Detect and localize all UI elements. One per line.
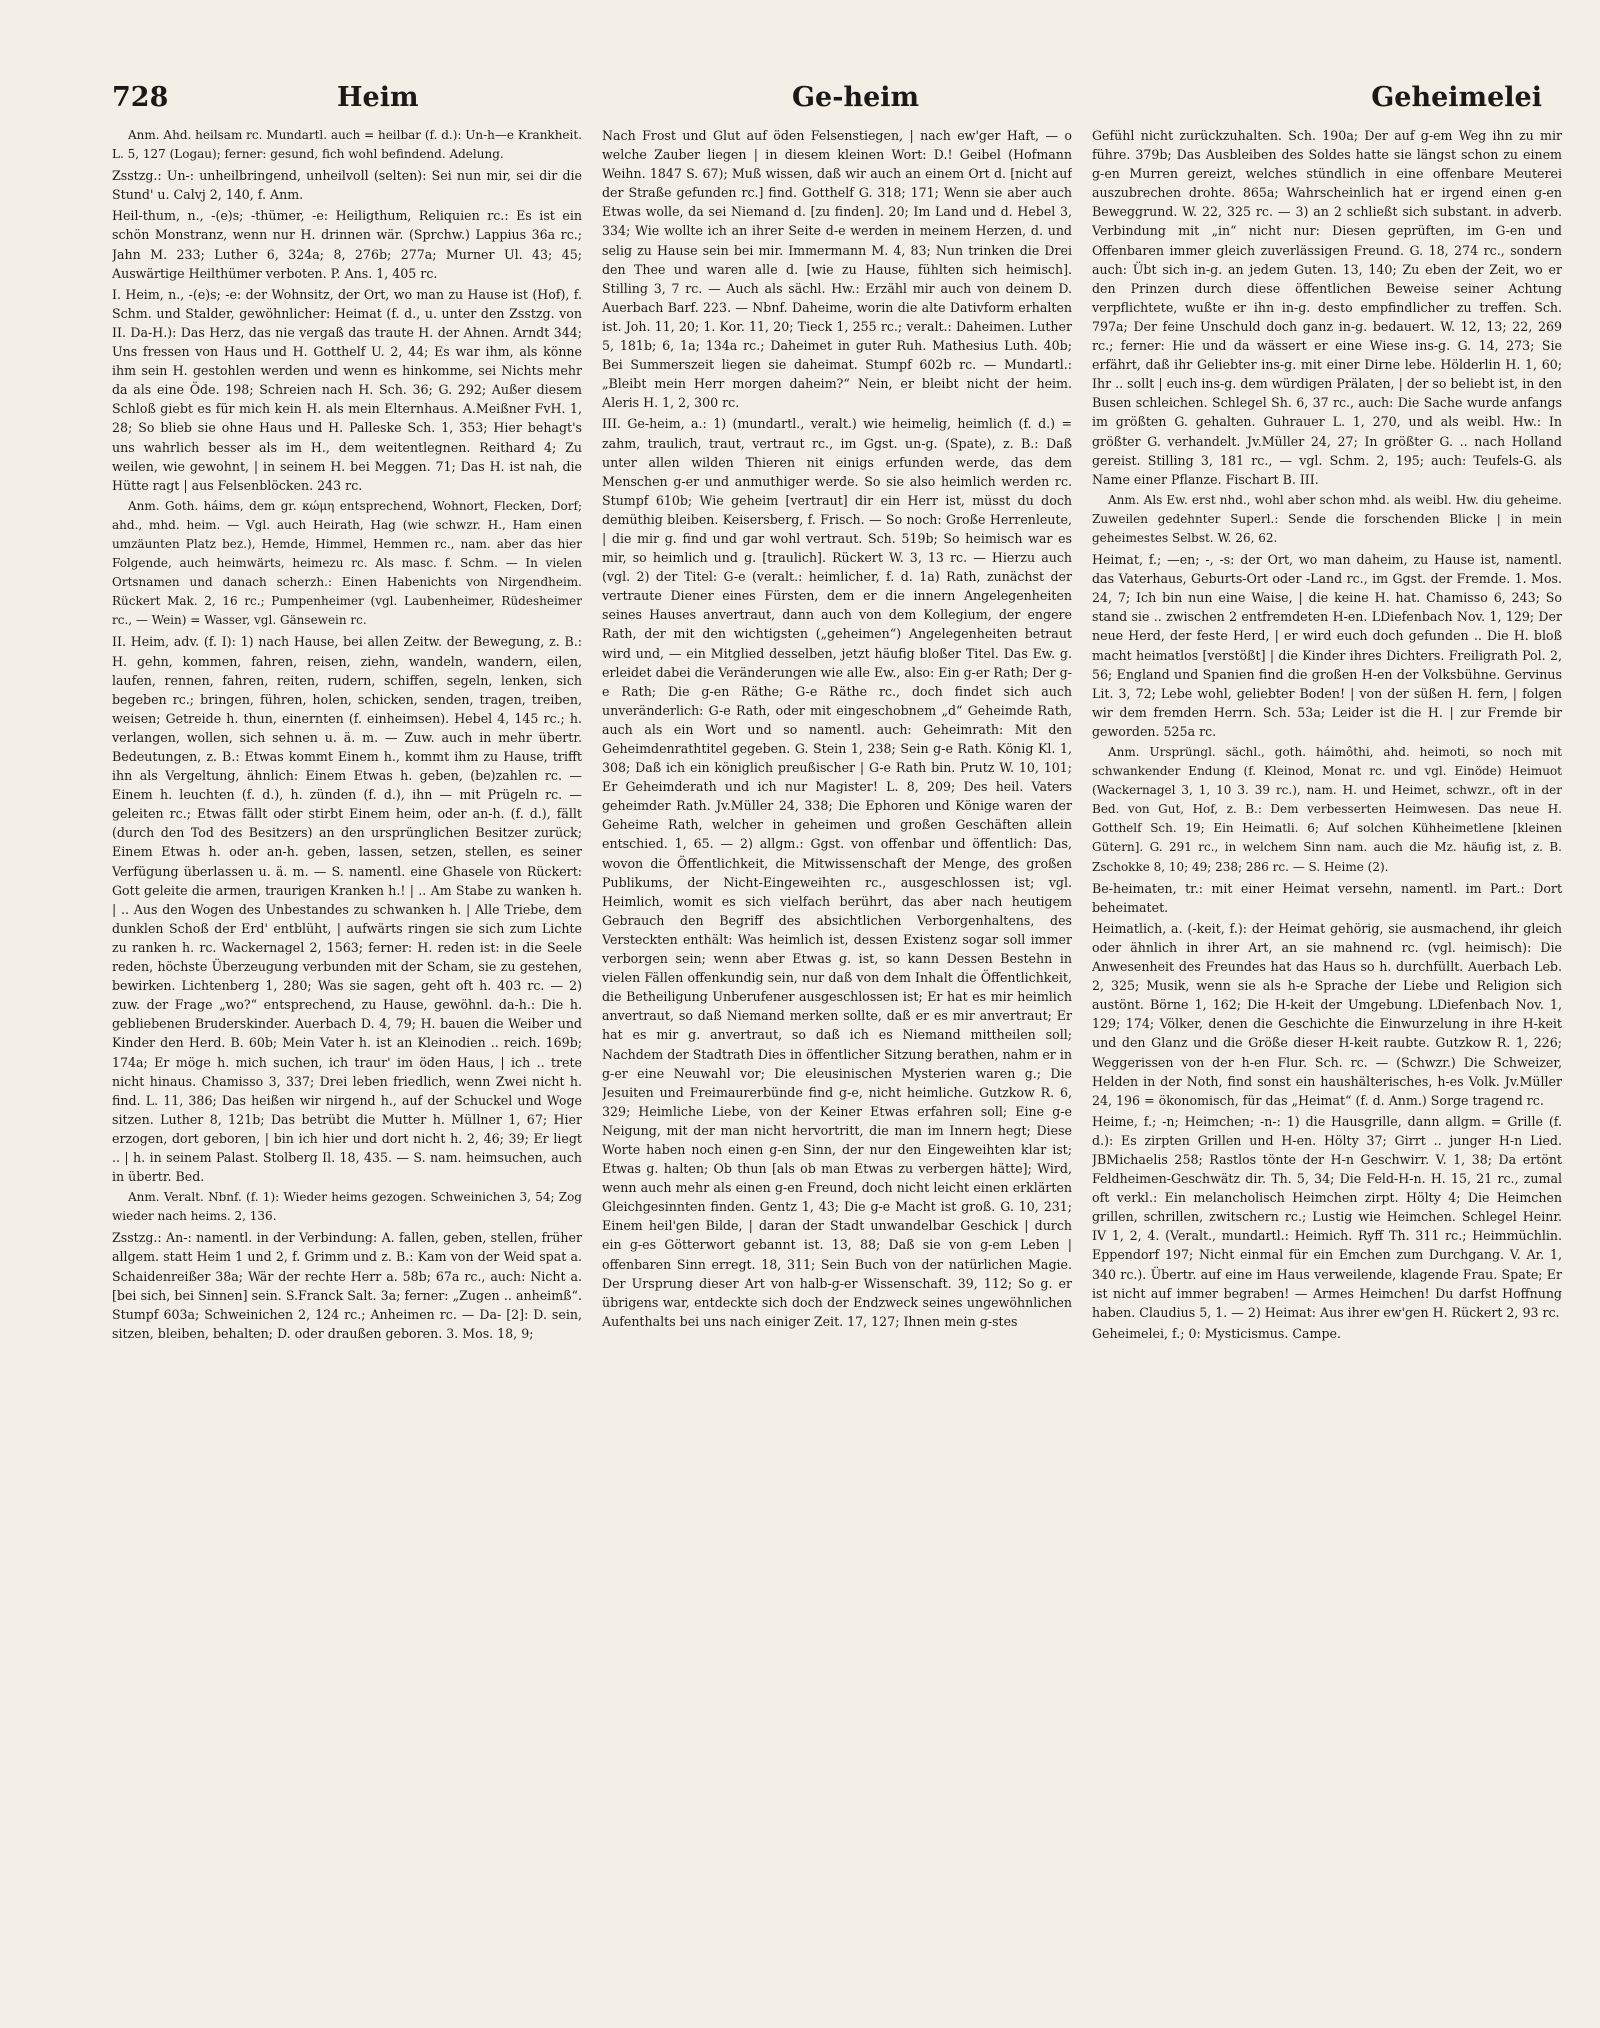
header-right-guide-word: Geheimelei [1371,82,1542,113]
column-2 [602,126,1072,1998]
paragraph: Geheimelei, f.; 0: Mysticismus. Campe. [1092,1325,1341,1341]
paragraph: Zsstzg.: Un-: unheilbringend, unheilvoll (selten): Sei nun mir, sei dir die Stund' u. Calvj 2, 140, f. Anm. [112,168,582,203]
page-header [112,82,1562,122]
column-3 [1092,126,1562,1998]
header-center-guide-word: Ge-heim [792,82,920,113]
paragraph: Zsstzg.: An-: namentl. in der Verbindung: A. fallen, geben, stellen, früher allgem. statt Heim 1 und 2, f. Grimm und z. B.: Kam von der Weid spat a. Schaidenreißer 38a; Wär der rechte Herr a. 58b; 67a rc., auch: Nicht a. [bei sich, bei Sinnen] sein. S.Franck Salt. 3a; ferner: „Zugen .. anheimß“. Stumpf 603a; Schweinichen 2, 124 rc.; Anheimen rc. — Da- [2]: D. sein, sitzen, bleiben, behalten; D. oder draußen geboren. 3. Mos. 18, 9; [112,1230,582,1341]
paragraph: II. Heim, adv. (f. I): 1) nach Hause, bei allen Zeitw. der Bewegung, z. B.: H. gehn, kommen, fahren, reisen, ziehn, wandeln, wandern, eilen, laufen, rennen, fahren, reiten, rudern, schiffen, segeln, lenken, sich begeben rc.; bringen, führen, holen, schicken, senden, tragen, treiben, weisen; Getreide h. thun, einernten (f. einheimsen). Hebel 4, 145 rc.; h. verlangen, wollen, sich sehnen u. ä. m. — Zuw. auch in mehr übertr. Bedeutungen, z. B.: Etwas kommt Einem h., kommt ihm zu Hause, trifft ihn als Vergeltung, ähnlich: Einem Etwas h. geben, (be)zahlen rc. — Einem h. leuchten (f. d.), h. zünden (f. d.), ihn — mit Prügeln rc. — geleiten rc.; Etwas fällt oder stirbt Einem heim, oder an-h. (f. d.), fällt (durch den Tod des Besitzers) an den ursprünglichen Besitzer zurück; Einem Etwas h. oder an-h. geben, lassen, setzen, stellen, es seiner Verfügung überlassen u. ä. m. — S. namentl. eine Ghasele von Rückert: Gott geleite die armen, traurigen Kranken h.! | .. Am Stabe zu wanken h. | .. Aus den Wogen des Unbestandes zu schwanken h. | Alle Triebe, dem dunklen Schoß der Erd' entblüht, | aufwärts ringen sie sich zum Lichte zu ranken h. rc. Wackernagel 2, 1563; ferner: H. reden ist: in die Seele reden, höchste Überzeugung verbunden mit der Scham, sie zu gestehen, bewirken. Lichtenberg 1, 280; Was sie sagen, geht oft h. 403 rc. — 2) zuw. der Frage „wo?“ entsprechend, zu Hause, gewöhnl. da-h.: Die h. gebliebenen Bruderskinder. Auerbach D. 4, 79; H. bauen die Weiber und Kinder den Herd. B. 60b; Mein Vater h. ist an Kleinodien .. reich. 169b; 174a; Er möge h. mich suchen, ich traur' im öden Haus, | ich .. trete nicht hinaus. Chamisso 3, 337; Drei leben friedlich, wenn Zwei nicht h. find. L. 11, 386; Das heißen wir nirgend h., auf der Schuckel und Woge sitzen. Luther 8, 121b; Das betrübt die Mutter h. Müllner 1, 67; Hier erzogen, dort geboren, | bin ich hier und dort nicht h. 2, 46; 39; Er liegt .. | h. in seinem Palast. Stolberg Il. 18, 435. — S. nam. heimsuchen, auch in übertr. Bed. [112,634,582,1185]
column-1 [112,126,582,1998]
page-number: 728 [112,82,169,113]
paragraph: Heimat, f.; —en; -, -s: der Ort, wo man daheim, zu Hause ist, namentl. das Vaterhaus, Geburts-Ort oder -Land rc., im Ggst. der Fremde. 1. Mos. 24, 7; Ich bin nun eine Waise, | die keine H. hat. Chamisso 6, 243; So stand sie .. zwischen 2 entfremdeten H-en. LDiefenbach Nov. 1, 129; Der neue Herd, der feste Herd, | er wird euch doch gefunden .. Die H. bloß macht heimatlos [verstößt] | die Kinder ihres Dichters. Freiligrath Pol. 2, 56; England und Spanien find die großen H-en der Volksbühne. Gervinus Lit. 3, 72; Lebe wohl, geliebter Boden! | von der süßen H. fern, | folgen wir dem fremden Herrn. Sch. 53a; Leider ist die H. | zur Fremde bir geworden. 525a rc. [1092,552,1562,739]
paragraph: Heimatlich, a. (-keit, f.): der Heimat gehörig, sie ausmachend, ihr gleich oder ähnlich in ihrer Art, an sie mahnend rc. (vgl. heimisch): Die Anwesenheit des Freundes hat das Haus so h. durchfüllt. Auerbach Leb. 2, 325; Musik, wenn sie als h-e Sprache der Liebe und Religion sich austönt. Börne 1, 162; Die H-keit der Umgebung. LDiefenbach Nov. 1, 129; 174; Völker, denen die Geschichte die Einwurzelung in ihre H-keit und den Glanz und die Größe dieser H-keit raubte. Gutzkow R. 1, 226; Weggerissen von der h-en Flur. Sch. rc. — (Schwzr.) Die Schweizer, Helden in der Noth, find sonst ein haushälterisches, h-es Volk. Jv.Müller 24, 196 = ökonomisch, für das „Heimat“ (f. d. Anm.) Sorge tragend rc. [1092,920,1562,1108]
paragraph: Heil-thum, n., -(e)s; -thümer, -e: Heiligthum, Reliquien rc.: Es ist ein schön Monstranz, wenn nur H. drinnen wär. (Sprchw.) Lappius 36a rc.; Jahn M. 233; Luther 6, 324a; 8, 276b; 277a; Murner Ul. 43; 45; Auswärtige Heilthümer verboten. P. Ans. 1, 405 rc. [112,208,582,281]
paragraph: Anm. Als Ew. erst nhd., wohl aber schon mhd. als weibl. Hw. diu geheime. Zuweilen gedehnter Superl.: Sende die forschenden Blicke | in mein geheimestes Selbst. W. 26, 62. [1092,492,1562,545]
paragraph: Heime, f.; -n; Heimchen; -n-: 1) die Hausgrille, dann allgm. = Grille (f. d.): Es zirpten Grillen und H-en. Hölty 37; Girrt .. junger H-n Lied. JBMichaelis 258; Rastlos tönte der H-n Geschwirr. V. 1, 38; Da ertönt Feldheimen-Geschwätz dir. Th. 5, 34; Die Feld-H-n. H. 15, 21 rc., zumal oft verkl.: Ein melancholisch Heimchen zirpt. Hölty 4; Die Heimchen grillen, schrillen, zwitschern rc.; Lustig wie Heimchen. Schlegel Heinr. IV 1, 2, 4. (Veralt., mundartl.: Heimich. Ryff Th. 311 rc.; Heimmüchlin. Eppendorf 197; Nicht einmal für ein Emchen zum Durchgang. V. Ar. 1, 340 rc.). Übertr. auf eine im Haus verweilende, klagende Frau. Spate; Er ist nicht auf immer begraben! — Armes Heimchen! Du darfst Hoffnung haben. Claudius 5, 1. — 2) Heimat: Aus ihrer ew'gen H. Rückert 2, 93 rc. [1092,1113,1562,1320]
text-columns [112,126,1562,1998]
paragraph: I. Heim, n., -(e)s; -e: der Wohnsitz, der Ort, wo man zu Hause ist (Hof), f. Schm. und Stalder, gewöhnlicher: Heimat (f. d., u. unter den Zsstzg. von II. Da-H.): Das Herz, das nie vergaß das traute H. der Ahnen. Arndt 344; Uns fressen von Haus und H. Gotthelf U. 2, 44; Es war ihm, als könne ihm sein H. gestohlen werden und wenn es hinkomme, sei Nichts mehr da als eine Öde. 198; Schreien nach H. Sch. 36; G. 292; Außer diesem Schloß giebt es für mich kein H. als mein Elternhaus. A.Meißner FvH. 1, 28; So blieb sie ohne Haus und H. Palleske Sch. 1, 353; Hier behagt's uns wahrlich besser als im H., dem weitentlegnen. Reithard 4; Zu weilen, wie gewohnt, | in seinem H. bei Meggen. 71; Das H. ist nah, die Hütte ragt | aus Felsenblöcken. 243 rc. [112,286,582,493]
paragraph: III. Ge-heim, a.: 1) (mundartl., veralt.) wie heimelig, heimlich (f. d.) = zahm, traulich, traut, vertraut rc., im Ggst. un-g. (Spate), z. B.: Daß unter allen wilden Thieren nit einigs erfunden werde, das dem Menschen g-er und anmuthiger werde. So sie also heimlich werden rc. Stumpf 610b; Wie geheim [vertraut] dir ein Herr ist, müsst du doch demüthig bleiben. Keisersberg, f. Frisch. — So noch: Große Herrenleute, | die mir g. find und gar wohl vertraut. Sch. 519b; So heimisch war es mir, so heimlich und g. [traulich]. Rückert W. 3, 13 rc. — Hierzu auch (vgl. 2) der Titel: G-e (veralt.: heimlicher, f. d. 1a) Rath, zunächst der vertraute Diener eines Fürsten, dem er die innern Angelegenheiten seines Hauses anvertraut, dann auch von dem Kollegium, der engere Rath, der mit den wichtigsten („geheimen“) Angelegenheiten betraut wird und, — ein Mitglied desselben, jetzt häufig bloßer Titel. Das Ew. g. erleidet dabei die Veränderungen wie alle Ew., also: Ein g-er Rath; Der g-e Rath; Die g-en Räthe; G-e Räthe rc., doch findet sich auch unveränderlich: G-e Rath, oder mit eingeschobnem „d“ Geheimde Rath, auch als ein Wort und so namentl. auch: Geheimrath: Mit den Geheimdenrathtitel gegeben. G. Stein 1, 238; Sein g-e Rath. König Kl. 1, 308; Daß ich ein königlich preußischer | G-e Rath bin. Prutz W. 10, 101; Er Geheimderath und ich nur Magister! L. 8, 209; Des heil. Vaters geheimder Rath. Jv.Müller 24, 338; Die Ephoren und Könige waren der Geheime Rath, welcher in geheimen und großen Geschäften allein entschied. 1, 65. — 2) allgm.: Ggst. von offenbar und öffentlich: Das, wovon die Öffentlichkeit, die Mitwissenschaft der Menge, des großen Publikums, der Nicht-Eingeweihten rc., ausgeschlossen ist; vgl. Heimlich, womit es sich vielfach berührt, das aber nach heutigem Gebrauch den Begriff des absichtlichen Verborgenhaltens, des Versteckten enthält: Was heimlich ist, dessen Existenz sogar soll immer verborgen sein; wenn aber Etwas g. ist, so kann Dessen Bestehn in vielen Fällen offenkundig sein, nur daß von dem Inhalt die Öffentlichkeit, die Betheiligung Unberufener ausgeschlossen ist; Er hat es mir heimlich anvertraut, so daß Niemand merken sollte, daß er es mir anvertraut; Er hat es mir g. anvertraut, so daß ich es Niemand mittheilen soll; Nachdem der Stadtrath Dies in öffentlicher Sitzung berathen, nahm er in g-er eine Neuwahl vor; Die eleusinischen Mysterien waren g.; Die Jesuiten und Freimaurerbünde find g-e, nicht heimliche. Gutzkow R. 6, 329; Heimliche Liebe, von der Keiner Etwas erfahren soll; Eine g-e Neigung, mit der man nicht hervortritt, die man im Innern hegt; Diese Worte haben noch einen g-en Sinn, der nur den Eingeweihten klar ist; Etwas g. halten; Ob thun [als ob man Etwas zu verbergen hätte]; Wird, wenn auch mehr als einen g-en Freund, doch nicht leicht einen erklärten Gleichgesinnten finden. Gentz 1, 43; Die g-e Macht ist groß. G. 10, 231; Einem heil'gen Bilde, | daran der Stadt unwandelbar Geschick | durch ein g-es Götterwort gebannt ist. 13, 88; Daß sie von g-em Leben | offenbaren Sinn erregt. 18, 311; Sein Buch von der natürlichen Magie. Der Ursprung dieser Art von halb-g-er Wissenschaft. 39, 112; So g. er übrigens war, entdeckte sich doch der Endzweck seines ungewöhnlichen Aufenthalts bei uns nach einiger Zeit. 17, 127; Ihnen mein g-stes [602,416,1072,1329]
paragraph: Gefühl nicht zurückzuhalten. Sch. 190a; Der auf g-em Weg ihn zu mir führe. 379b; Das Ausbleiben des Soldes hatte sie längst schon zu einem g-en Murren gereizt, welches stündlich in eine offenbare Meuterei auszubrechen drohte. 865a; Wahrscheinlich hat er irgend einen g-en Beweggrund. W. 22, 325 rc. — 3) an 2 schließt sich substant. in adverb. Verbindung mit „in“ nicht nur: Diesen geprüften, im G-en und Offenbaren immer gleich zuverlässigen Freund. G. 18, 274 rc., sondern auch: Übt sich in-g. an jedem Guten. 13, 140; Zu eben der Zeit, wo er den Prinzen durch diese öffentlichen Beweise seiner Achtung verpflichtete, wußte er ihn in-g. desto empfindlicher zu treffen. Sch. 797a; Der feine Unschuld doch ganz in-g. bedauert. W. 12, 13; 22, 269 rc.; ferner: Hie und da wässert er eine Wiese ins-g. G. 14, 273; Sie erfährt, daß ihr Geliebter ins-g. mit einer Dirne lebe. Hölderlin H. 1, 60; Ihr .. sollt | euch ins-g. dem würdigen Prälaten, | der so beliebt ist, in den Busen schleichen. Schlegel Sh. 6, 37 rc., auch: Die Sache wurde anfangs im größten G. gehalten. Guhrauer L. 1, 270, und als weibl. Hw.: In größter G. verhandelt. Jv.Müller 24, 27; In größter G. .. nach Holland gereist. Stilling 3, 181 rc., — vgl. Schm. 2, 195; auch: Teufels-G. als Name einer Pflanze. Fischart B. III. [1092,128,1562,487]
paragraph: Anm. Goth. háims, dem gr. κώμη entsprechend, Wohnort, Flecken, Dorf; ahd., mhd. heim. — Vgl. auch Heirath, Hag (wie schwzr. H., Ham einen umzäunten Platz bez.), Hemde, Himmel, Hemmen rc., nam. aber das hier Folgende, auch heimwärts, heimezu rc. Als masc. f. Schm. — In vielen Ortsnamen und danach scherzh.: Einen Habenichts von Nirgendheim. Rückert Mak. 2, 16 rc.; Pumpenheimer (vgl. Laubenheimer, Rüdesheimer rc., — Wein) = Wasser, vgl. Gänsewein rc. [112,498,582,628]
paragraph: Nach Frost und Glut auf öden Felsenstiegen, | nach ew'ger Haft, — o welche Zauber liegen | in diesem kleinen Wort: D.! Geibel (Hofmann Weihn. 1847 S. 67); Muß wissen, daß wir auch an einem Ort d. [nicht auf der Straße gefunden rc.] find. Gotthelf G. 318; 171; Wenn sie aber auch Etwas wolle, da sei Niemand d. [zu finden]. 20; Im Land und d. Hebel 3, 334; Wie wollte ich an ihrer Seite d-e werden in meinem Herzen, d. und selig zu Hause sein bei mir. Immermann M. 4, 83; Nun trinken die Drei den Thee und waren alle d. [wie zu Hause, fühlten sich heimisch]. Stilling 3, 7 rc. — Auch als sächl. Hw.: Erzähl mir auch von deinem D. Auerbach Barf. 223. — Nbnf. Daheime, worin die alte Dativform erhalten ist. Joh. 11, 20; 1. Kor. 11, 20; Tieck 1, 255 rc.; veralt.: Daheimen. Luther 5, 181b; 6, 1a; 134a rc.; Daheimet in guter Ruh. Mathesius Luth. 40b; Bei Summerszeit liegen sie daheimat. Stumpf 602b rc. — Mundartl.: „Bleibt mein Herr morgen daheim?“ Nein, er bleibt nicht der heim. Aleris H. 1, 2, 300 rc. [602,128,1072,411]
paragraph: Anm. Ahd. heilsam rc. Mundartl. auch = heilbar (f. d.): Un-h—e Krankheit. L. 5, 127 (Logau); ferner: gesund, fich wohl befindend. Adelung. [112,128,582,162]
paragraph: Be-heimaten, tr.: mit einer Heimat versehn, namentl. im Part.: Dort beheimatet. [1092,880,1562,915]
header-left-guide-word: Heim [337,82,419,113]
paragraph: Anm. Veralt. Nbnf. (f. 1): Wieder heims gezogen. Schweinichen 3, 54; Zog wieder nach heims. 2, 136. [112,1190,582,1224]
paragraph: Anm. Ursprüngl. sächl., goth. háimôthi, ahd. heimoti, so noch mit schwankender Endung (f. Kleinod, Monat rc. und vgl. Einöde) Heimuot (Wackernagel 3, 1, 10 3. 39 rc.), nam. H. und Heimet, schwzr., oft in der Bed. von Gut, Hof, z. B.: Dem verbesserten Heimwesen. Das neue H. Gotthelf Sch. 19; Ein Heimatli. 6; Auf solchen Kühheimetlene [kleinen Gütern]. G. 291 rc., in welchem Sinn nam. auch die Mz. häufig ist, z. B. Zschokke 8, 10; 49; 238; 286 rc. — S. Heime (2). [1092,745,1562,874]
